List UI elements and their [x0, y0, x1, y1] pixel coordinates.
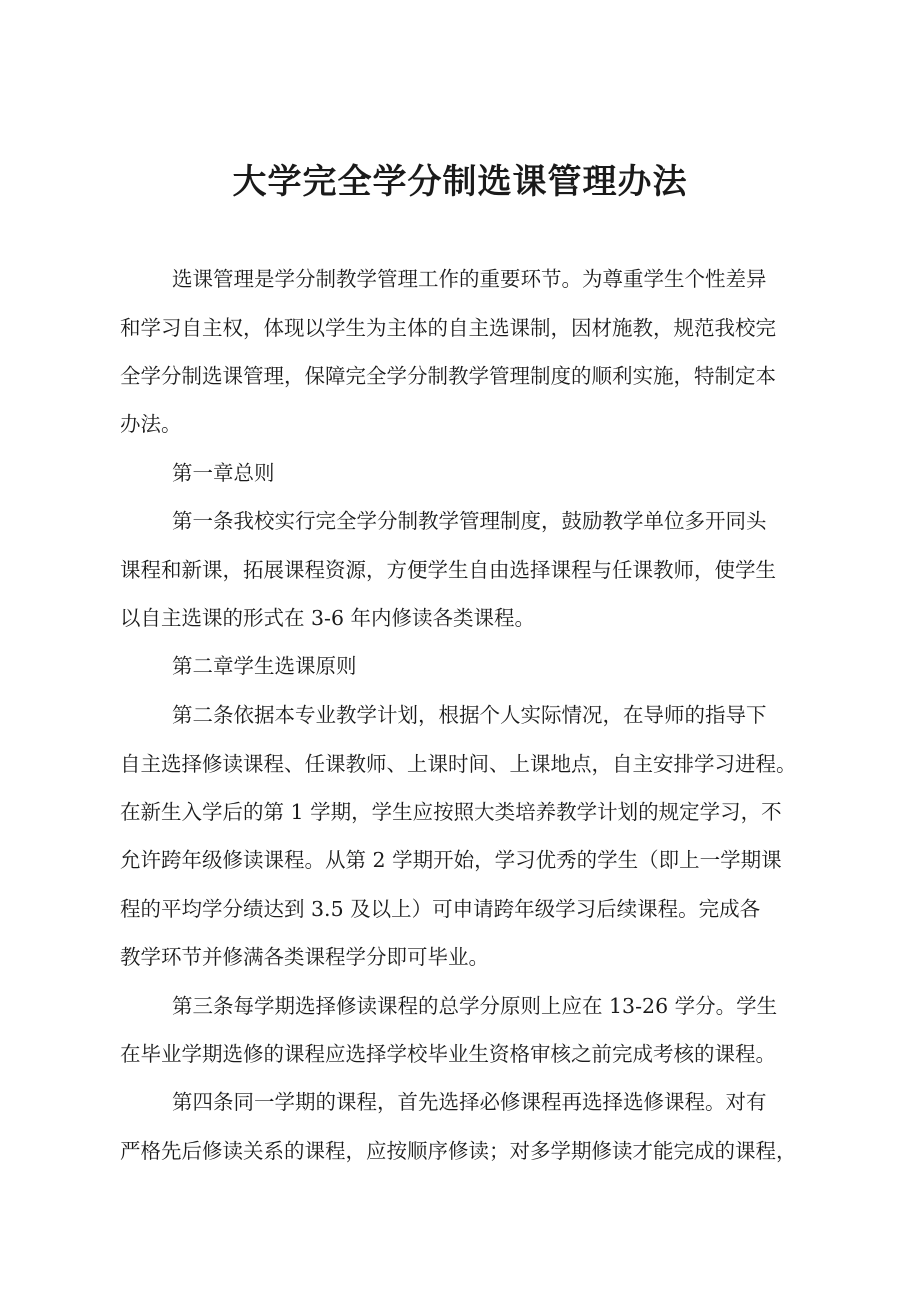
paragraph-line: 以自主选课的形式在 3-6 年内修读各类课程。	[120, 606, 536, 630]
paragraph-line: 第二条依据本专业教学计划，根据个人实际情况，在导师的指导下	[172, 703, 767, 727]
paragraph-line: 课程和新课，拓展课程资源，方便学生自由选择课程与任课教师，使学生	[120, 558, 776, 582]
paragraph-line: 全学分制选课管理，保障完全学分制教学管理制度的顺利实施，特制定本	[120, 364, 776, 388]
paragraph-line: 和学习自主权，体现以学生为主体的自主选课制，因材施教，规范我校完	[120, 316, 776, 340]
paragraph-line: 自主选择修读课程、任课教师、上课时间、上课地点，自主安排学习进程。	[120, 752, 797, 776]
paragraph-line: 在新生入学后的第 1 学期，学生应按照大类培养教学计划的规定学习，不	[120, 800, 782, 824]
chapter-heading: 第二章学生选课原则	[172, 654, 357, 678]
paragraph-line: 第一条我校实行完全学分制教学管理制度，鼓励教学单位多开同头	[172, 509, 767, 533]
document-title: 大学完全学分制选课管理办法	[232, 162, 688, 202]
paragraph-line: 在毕业学期选修的课程应选择学校毕业生资格审核之前完成考核的课程。	[120, 1042, 776, 1066]
paragraph-line: 程的平均学分绩达到 3.5 及以上）可申请跨年级学习后续课程。完成各	[120, 897, 761, 921]
paragraph-line: 第三条每学期选择修读课程的总学分原则上应在 13-26 学分。学生	[172, 994, 778, 1018]
paragraph-line: 严格先后修读关系的课程，应按顺序修读；对多学期修读才能完成的课程，	[120, 1139, 797, 1163]
chapter-heading: 第一章总则	[172, 461, 275, 485]
paragraph-line: 教学环节并修满各类课程学分即可毕业。	[120, 945, 489, 969]
paragraph-line: 办法。	[120, 412, 182, 436]
paragraph-line: 允许跨年级修读课程。从第 2 学期开始，学习优秀的学生（即上一学期课	[120, 848, 782, 872]
paragraph-line: 选课管理是学分制教学管理工作的重要环节。为尊重学生个性差异	[172, 267, 767, 291]
paragraph-line: 第四条同一学期的课程，首先选择必修课程再选择选修课程。对有	[172, 1090, 767, 1114]
